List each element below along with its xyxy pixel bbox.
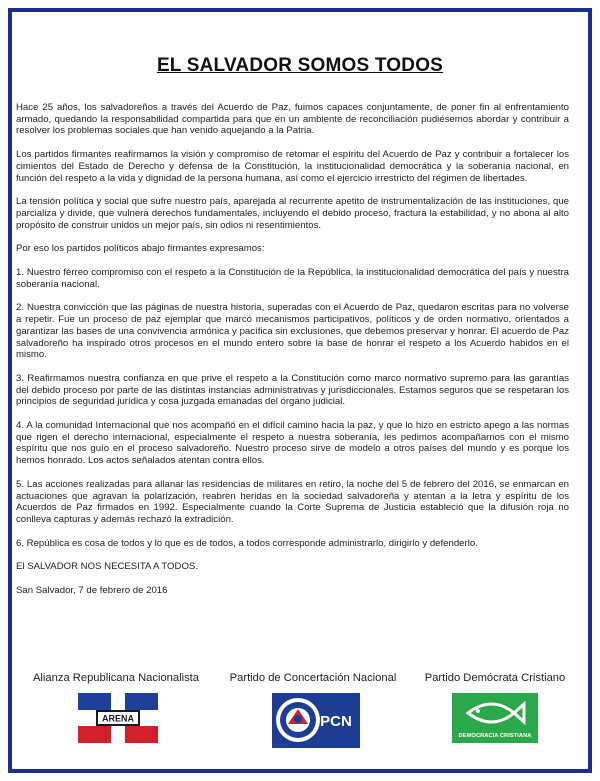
document-title: EL SALVADOR SOMOS TODOS [156, 55, 444, 76]
pdc-logo [452, 693, 538, 743]
signatory-pcn-name: Partido de Concertación Nacional [229, 672, 397, 684]
place-date: San Salvador, 7 de febrero de 2016 [16, 585, 168, 597]
paragraph-2: Los partidos firmantes reafirmamos la visión y compromiso de retomar el espíritu del Acuerdo de Paz y contribuir a fortalecer los cimientos del Estado de Derecho y defensa de la Constitución, la institucionalidad democrática y la soberanía nacional, en función del respeto a la vida y dignidad de la persona humana, así como el ejercicio irrestricto del régimen de libertades. [16, 149, 569, 184]
document-body [16, 102, 569, 609]
point-1: 1. Nuestro férreo compromiso con el respeto a la Constitución de la República, la institucionalidad democrática del país y nuestra soberanía nacional. [16, 267, 569, 290]
paragraph-1: Hace 25 años, los salvadoreños a través del Acuerdo de Paz, fuimos capaces conjuntamente, de poner fin al enfrentamiento armado, quedando la responsabilidad compartida para que en un ambiente de reconciliación pudiésemos abordar y contribuir a resolver los problemas sociales que han venido aquejando a la Patria. [16, 102, 569, 137]
paragraph-3: La tensión política y social que sufre nuestro país, aparejada al recurrente apetito de instrumentalización de las instituciones, que parcializa y divide, que vulnera derechos fundamentales, incluyendo el debido proceso, fractura la estabilidad, y no abona al alto propósito de construir unidos un mejor país, sin odios ni resentimientos. [16, 196, 569, 231]
signatory-arena-name: Alianza Republicana Nacionalista [32, 672, 200, 684]
arena-logo [78, 693, 158, 743]
arena-logo-text: ARENA [101, 713, 135, 724]
pcn-seal-icon [276, 698, 320, 742]
signatory-pdc-name: Partido Demócrata Cristiano [424, 672, 566, 684]
point-4: 4. A la comunidad Internacional que nos acompañó en el difícil camino hacia la paz, y que lo hizo en estricto apego a las normas que rigen el derecho internacional, especialmente el respeto a nuestra soberanía, les pedimos acompañarnos con el mismo espíritu que nos guío en el proceso salvadoreño. Nuestro proceso sirve de modelo a otros países del mundo y es porque los hemos honrado. Los actos señalados atentan contra ellos. [16, 420, 569, 467]
pcn-logo [272, 693, 360, 748]
point-2: 2. Nuestra convicción que las páginas de nuestra historia, superadas con el Acuerdo de Paz, quedaron escritas para no volverse a repetir. Fue un proceso de paz ejemplar que marcó mecanismos participativos, políticos y de orden normativo, orientados a garantizar las bases de una convivencia armónica y pacífica sin exclusiones, que debemos preservar y honrar. El acuerdo de Paz salvadoreño ha inspirado otros procesos en el mundo entero sobre la base de honrar el respeto a los Acuerdo habidos en el mismo. [16, 302, 569, 361]
point-5: 5. Las acciones realizadas para allanar las residencias de militares en retiro, la noche del 5 de febrero del 2016, se enmarcan en actuaciones que agravan la polarización, reabren heridas en la sociedad salvadoreña y atentan a la letra y espíritu de los Acuerdos de Paz firmados en 1992. Especialmente cuando la Corte Suprema de Justicia estableció que la difusión roja no conlleva capturas y además rechazó la extradición. [16, 478, 569, 525]
pcn-logo-text: PCN [320, 713, 352, 730]
paragraph-4: Por eso los partidos políticos abajo firmantes expresamos: [16, 243, 265, 255]
pdc-logo-text: DEMOCRACIA CRISTIANA [458, 733, 532, 739]
point-3: 3. Reafirmamos nuestra confianza en que prive el respeto a la Constitución como marco normativo supremo para las garantías del debido proceso por parte de las distintas instancias administrativas y jurisdiccionales. Estamos seguros que se respetaran los principios de seguridad jurídica y cosa juzgada emanadas del órgano judicial. [16, 372, 569, 408]
closing-statement: El SALVADOR NOS NECESITA A TODOS. [16, 561, 198, 573]
point-6: 6. República es cosa de todos y lo que es de todos, a todos corresponde administrarlo, dirigirlo y defenderlo. [16, 537, 478, 549]
